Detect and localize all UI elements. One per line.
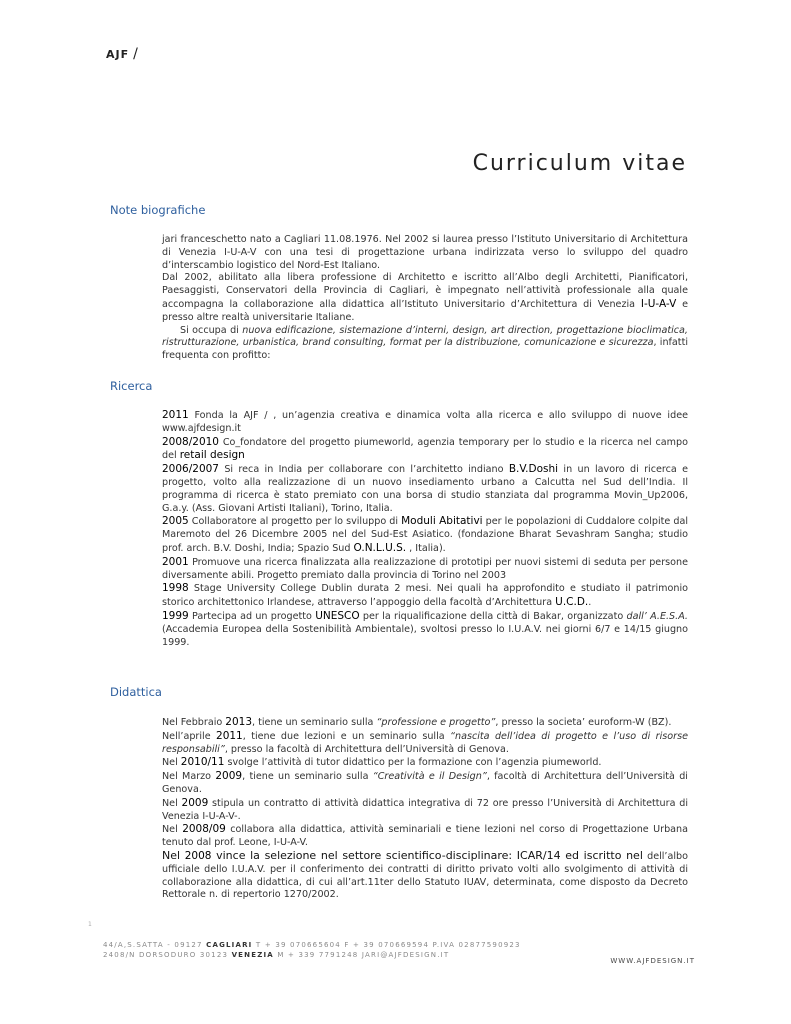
note-paragraph-2: Dal 2002, abilitato alla libera professione di Architetto e iscritto all’Albo degli Architetti, Pianificatori, Paesaggisti, Conservatori della Provincia di Cagliari, è impegnato nell’attività professionale alla quale accompagna la collaborazione alla didattica all’Istituto Universitario d’Architettura di Venezia I-U-A-V e presso altre realtà universitarie Italiane.	[162, 272, 688, 323]
logo	[106, 46, 139, 62]
ricerca-entry: 2011 Fonda la AJF / , un’agenzia creativa e dinamica volta alla ricerca e allo sviluppo di nuove idee www.ajfdesign.it	[162, 409, 688, 434]
logo-text: AJF	[106, 48, 130, 61]
section-heading-ricerca: Ricerca	[110, 379, 153, 393]
ricerca-entry: 2008/2010 Co_fondatore del progetto piumeworld, agenzia temporary per lo studio e la ricerca nel campo del retail design	[162, 435, 688, 462]
ricerca-entry: 1999 Partecipa ad un progetto UNESCO per la riqualificazione della città di Bakar, organizzato dall’ A.E.S.A. (Accademia Europea della Sostenibilità Ambientale), svoltosi presso lo I.U.A.V. nei giorni 6/7 e 14/15 giugno 1999.	[162, 609, 688, 648]
didattica-entry: Nel 2008/09 collabora alla didattica, attività seminariali e tiene lezioni nel corso di Progettazione Urbana tenuto dal prof. Leone, I-U-A-V.	[162, 823, 689, 849]
section-heading-note: Note biografiche	[110, 203, 206, 217]
ricerca-entry: 2005 Collaboratore al progetto per lo sviluppo di Moduli Abitativi per le popolazioni di Cuddalore colpite dal Maremoto del 26 Dicembre 2005 nel del Sud-Est Asiatico. (fondazione Bharat Sevashram Sangha; studio prof. arch. B.V. Doshi, India; Spazio Sud O.N.L.U.S. , Italia).	[162, 515, 688, 554]
didattica-entry: Nel 2008 vince la selezione nel settore scientifico-disciplinare: ICAR/14 ed iscritto nel dell’albo ufficiale dello I.U.A.V. per il conferimento dei contratti di diritto privato volti allo svolgimento di attività di collaborazione alla didattica, di cui all’art.11ter dello Statuto IUAV, determinata, come disposto da Decreto Rettorale n. di repertorio 1270/2002.	[162, 848, 688, 901]
page-number: 1	[88, 921, 92, 928]
page-title: Curriculum vitae	[472, 151, 687, 176]
didattica-entry: Nel 2010/11 svolge l’attività di tutor didattico per la formazione con l’agenzia piumeworld.	[162, 756, 602, 769]
didattica-block	[162, 716, 688, 902]
footer-line-venezia: 2408/N DORSODURO 30123 VENEZIA M + 339 7791248 JARI@AJFDESIGN.IT	[103, 951, 450, 959]
logo-slash: /	[133, 46, 139, 62]
ricerca-entry: 2006/2007 Si reca in India per collaborare con l’architetto indiano B.V.Doshi in un lavoro di ricerca e progetto, volto alla realizzazione di un nuovo insediamento urbano a Calcutta nel Sud dell’India. Il programma di ricerca è stato premiato con una borsa di studio stanziata dal programma Movin_Up2006, G.a.y. (Ass. Giovani Artisti Italiani), Torino, Italia.	[162, 463, 689, 514]
footer-line-cagliari: 44/A,S.SATTA - 09127 CAGLIARI T + 39 070665604 F + 39 070669594 P.IVA 02877590923	[103, 941, 521, 949]
footer-address	[103, 940, 521, 960]
ricerca-block	[162, 409, 688, 649]
didattica-entry: Nell’aprile 2011, tiene due lezioni e un seminario sulla “nascita dell’idea di progetto e l’uso di risorse responsabili”, presso la facoltà di Architettura dell’Università di Genova.	[162, 729, 689, 755]
didattica-entry: Nel Marzo 2009, tiene un seminario sulla “Creatività e il Design”, facoltà di Architettura dell’Università di Genova.	[162, 770, 688, 795]
didattica-entry: Nel 2009 stipula un contratto di attività didattica integrativa di 72 ore presso l’Università di Architettura di Venezia I-U-A-V-.	[162, 796, 688, 822]
note-paragraph-1: jari franceschetto nato a Cagliari 11.08.1976. Nel 2002 si laurea presso l’Istituto Universitario di Architettura di Venezia I-U-A-V con una tesi di progettazione urbana indirizzata verso lo sviluppo del quadro d’interscambio logistico del Nord-Est Italiano.	[162, 234, 688, 271]
didattica-entry: Nel Febbraio 2013, tiene un seminario sulla “professione e progetto”, presso la societa’ euroform-W (BZ).	[162, 716, 672, 728]
note-block	[162, 234, 688, 363]
footer-website-link[interactable]: WWW.AJFDESIGN.IT	[610, 957, 695, 965]
ricerca-entry: 2001 Promuove una ricerca finalizzata alla realizzazione di prototipi per nuovi sistemi di seduta per persone diversamente abili. Progetto premiato dalla provincia di Torino nel 2003	[162, 555, 688, 581]
ricerca-entry: 1998 Stage University College Dublin durata 2 mesi. Nei quali ha approfondito e studiato il patrimonio storico architettonico Irlandese, attraverso l’appoggio della facoltà d’Architettura U.C.D..	[162, 582, 688, 609]
section-heading-didattica: Didattica	[110, 685, 162, 699]
note-paragraph-3: Si occupa di nuova edificazione, sistemazione d’interni, design, art direction, progettazione bioclimatica, ristrutturazione, urbanistica, brand consulting, format per la distribuzione, comunicazione e sicurezza, infatti frequenta con profitto:	[162, 324, 688, 362]
